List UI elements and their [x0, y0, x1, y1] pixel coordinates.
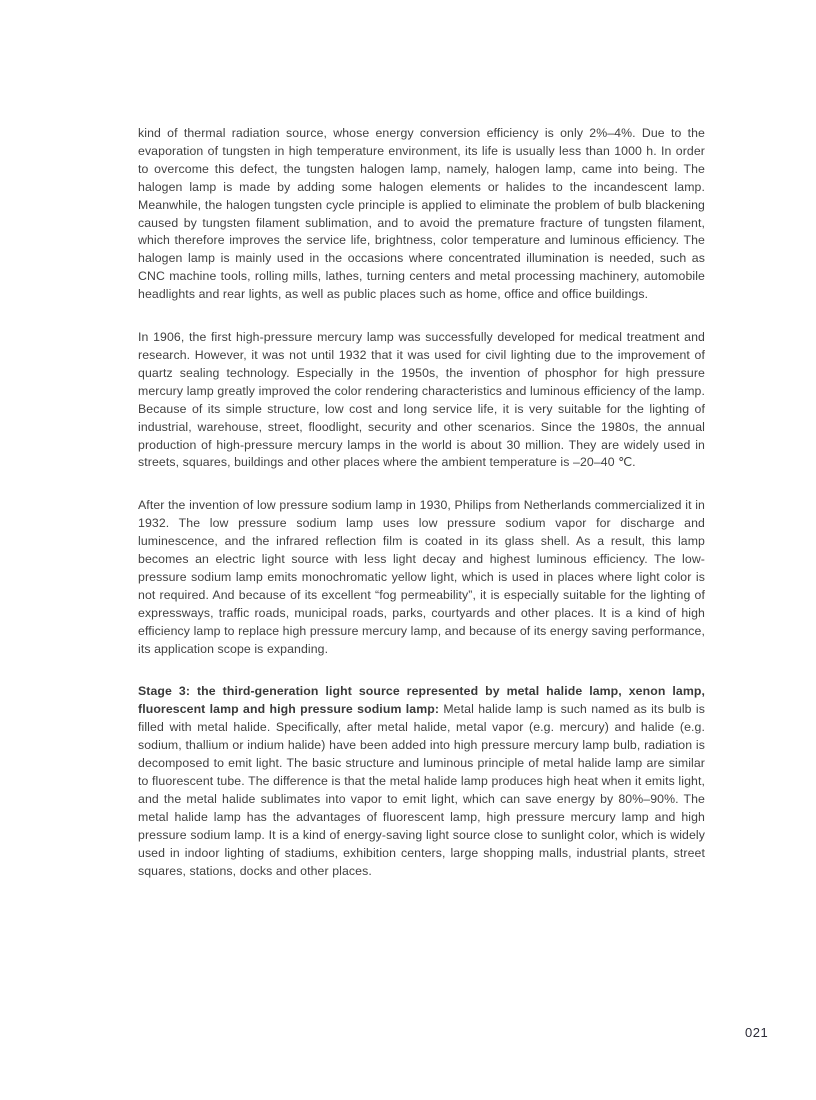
paragraph-mercury-lamp: In 1906, the first high-pressure mercury lamp was successfully developed for medical treatment and research. However, it was not until 1932 that it was used for civil lighting due to the improvement of quartz sealing technology. Especially in the 1950s, the invention of phosphor for high pressure mercury lamp greatly improved the color rendering characteristics and luminous efficiency of the lamp. Because of its simple structure, low cost and long service life, it is very suitable for the lighting of industrial, warehouse, street, floodlight, security and other scenarios. Since the 1980s, the annual production of high-pressure mercury lamps in the world is about 30 million. They are widely used in streets, squares, buildings and other places where the ambient temperature is –20–40 ℃. [138, 330, 705, 470]
page-number: 021 [745, 1025, 769, 1040]
paragraph-sodium-lamp: After the invention of low pressure sodium lamp in 1930, Philips from Netherlands commercialized it in 1932. The low pressure sodium lamp uses low pressure sodium vapor for discharge and luminescence, and the infrared reflection film is coated in its glass shell. As a result, this lamp becomes an electric light source with less light decay and highest luminous efficiency. The low-pressure sodium lamp emits monochromatic yellow light, which is used in places where light color is not required. And because of its excellent “fog permeability”, it is especially suitable for the lighting of expressways, traffic roads, municipal roads, parks, courtyards and other places. It is a kind of high efficiency lamp to replace high pressure mercury lamp, and because of its energy saving performance, its application scope is expanding. [138, 498, 705, 656]
stage-3-bold-lead: Stage 3: the third-generation light source represented by metal halide lamp, xenon lamp, fluorescent lamp and high pressure sodium lamp: [138, 684, 705, 717]
paragraph-halogen-lamp: kind of thermal radiation source, whose energy conversion efficiency is only 2%–4%. Due to the evaporation of tungsten in high temperature environment, its life is usually less than 1000 h. In order to overcome this defect, the tungsten halogen lamp, namely, halogen lamp, came into being. The halogen lamp is made by adding some halogen elements or halides to the incandescent lamp. Meanwhile, the halogen tungsten cycle principle is applied to eliminate the problem of bulb blackening caused by tungsten filament sublimation, and to avoid the premature fracture of tungsten filament, which therefore improves the service life, brightness, color temperature and luminous efficiency. The halogen lamp is mainly used in the occasions where concentrated illumination is needed, such as CNC machine tools, rolling mills, lathes, turning centers and metal processing machinery, automobile headlights and rear lights, as well as public places such as home, office and office buildings. [138, 126, 705, 302]
paragraph-stage-3 [138, 683, 705, 880]
stage-3-body: Metal halide lamp is such named as its bulb is filled with metal halide. Specifically, after metal halide, metal vapor (e.g. mercury) and halide (e.g. sodium, thallium or indium halide) have been added into high pressure mercury lamp bulb, radiation is decomposed to emit light. The basic structure and luminous principle of metal halide lamp are similar to fluorescent tube. The difference is that the metal halide lamp produces high heat when it emits light, and the metal halide sublimates into vapor to emit light, which can save energy by 80%–90%. The metal halide lamp has the advantages of fluorescent lamp, high pressure mercury lamp and high pressure sodium lamp. It is a kind of energy-saving light source close to sunlight color, which is widely used in indoor lighting of stadiums, exhibition centers, large shopping malls, industrial plants, street squares, stations, docks and other places. [138, 702, 705, 878]
body-text [138, 125, 705, 880]
